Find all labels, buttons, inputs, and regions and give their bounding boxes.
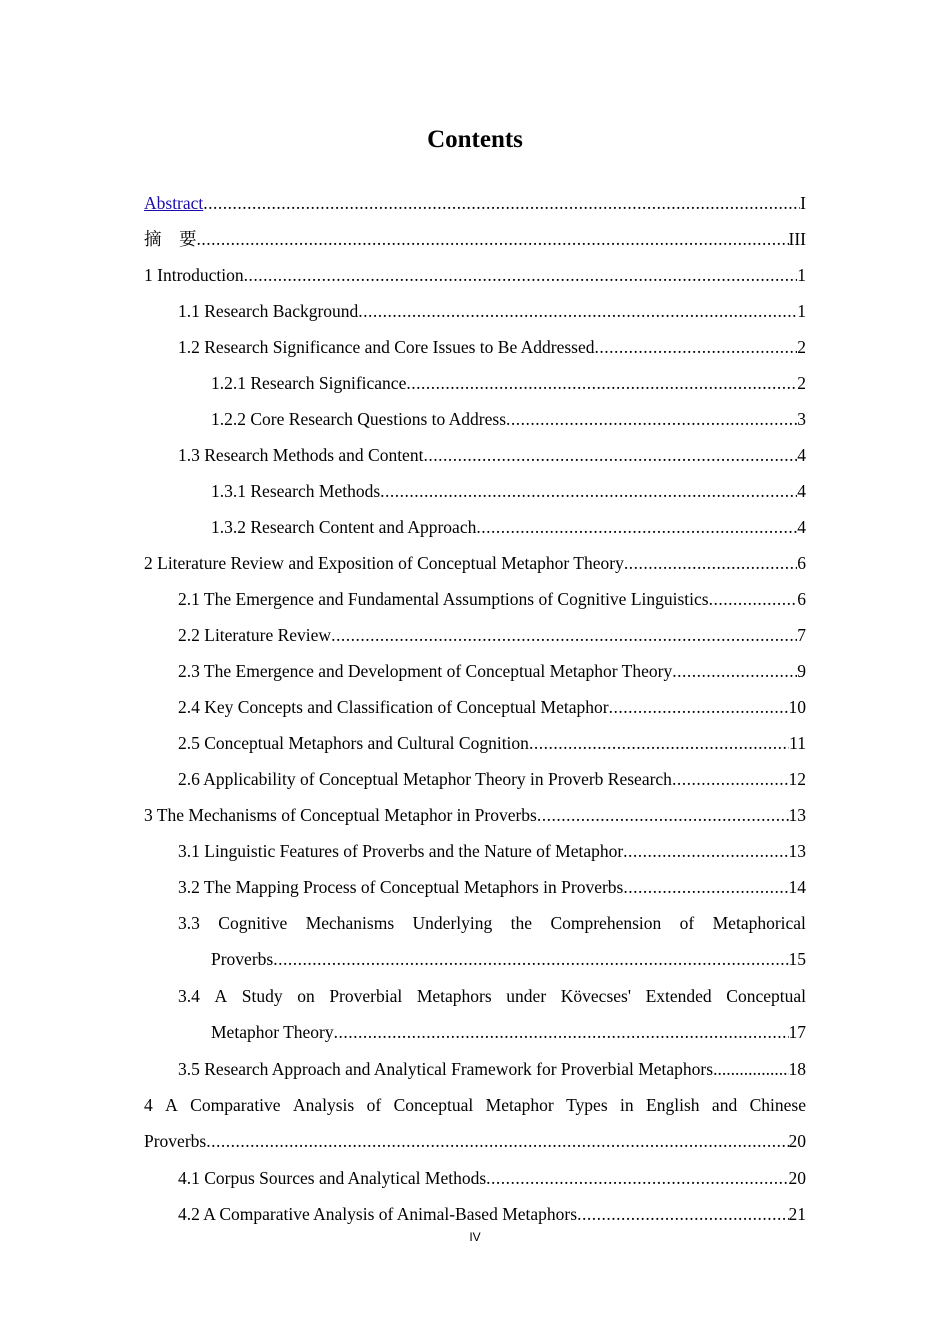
toc-page-number: 20 <box>788 1168 806 1188</box>
toc-entry-label: 4.2 A Comparative Analysis of Animal-Based Metaphors <box>178 1204 578 1224</box>
toc-leader-dots <box>273 941 788 977</box>
toc-page-number: 4 <box>797 517 806 537</box>
toc-entry-label: 1.2.1 Research Significance <box>211 373 407 393</box>
toc-entry[interactable] <box>144 1196 806 1232</box>
toc-leader-dots <box>713 1051 788 1087</box>
toc-leader-dots <box>537 797 789 833</box>
toc-entry[interactable] <box>144 401 806 437</box>
toc-entry[interactable] <box>144 437 806 473</box>
toc-entry[interactable] <box>144 869 806 905</box>
toc-entry[interactable] <box>144 185 806 221</box>
toc-entry-label: 1.3 Research Methods and Content <box>178 445 424 465</box>
toc-page-number: 10 <box>788 697 806 717</box>
toc-entry-label: 1.3.2 Research Content and Approach <box>211 517 477 537</box>
toc-entry[interactable] <box>144 545 806 581</box>
toc-page-number: 1 <box>797 265 806 285</box>
toc-entry[interactable] <box>144 905 806 978</box>
toc-page-number: 21 <box>788 1204 806 1224</box>
toc-page-number: 6 <box>797 589 806 609</box>
toc-entry[interactable] <box>144 365 806 401</box>
toc-entry-label: 1.3.1 Research Methods <box>211 481 381 501</box>
toc-entry[interactable] <box>144 1160 806 1196</box>
toc-entry-label: 2.1 The Emergence and Fundamental Assumptions of Cognitive Linguistics <box>178 589 709 609</box>
toc-page-number: 2 <box>797 337 806 357</box>
toc-leader-dots <box>624 545 797 581</box>
toc-page-number: 14 <box>788 877 806 897</box>
toc-leader-dots <box>709 581 798 617</box>
toc-entry[interactable] <box>144 689 806 725</box>
toc-entry[interactable] <box>144 293 806 329</box>
toc-page-number: 4 <box>797 445 806 465</box>
toc-page-number: III <box>788 229 806 249</box>
toc-page-number: 15 <box>788 949 806 969</box>
toc-entry-label: 3.1 Linguistic Features of Proverbs and the Nature of Metaphor <box>178 841 624 861</box>
toc-entry[interactable] <box>144 978 806 1051</box>
toc-entry[interactable] <box>144 1051 806 1087</box>
toc-leader-dots <box>672 761 789 797</box>
toc-entry-label: 2.2 Literature Review <box>178 625 332 645</box>
toc-entry-label-line2: Metaphor Theory <box>211 1022 334 1042</box>
toc-entry[interactable] <box>144 1087 806 1160</box>
toc-entry[interactable] <box>144 257 806 293</box>
toc-leader-dots <box>423 437 797 473</box>
toc-page-number: 13 <box>788 841 806 861</box>
toc-page-number: 6 <box>797 553 806 573</box>
toc-page-number: 13 <box>788 805 806 825</box>
toc-entry[interactable] <box>144 473 806 509</box>
toc-entry-label: 2.4 Key Concepts and Classification of Conceptual Metaphor <box>178 697 609 717</box>
page-number: IV <box>469 1230 481 1244</box>
toc-page-number: 9 <box>797 661 806 681</box>
toc-entry-label-line1: 4 A Comparative Analysis of Conceptual Metaphor Types in English and Chinese <box>144 1095 806 1115</box>
toc-entry[interactable] <box>144 221 806 257</box>
toc-leader-dots <box>203 185 800 221</box>
toc-leader-dots <box>380 473 797 509</box>
toc-entry-label: 2 Literature Review and Exposition of Conceptual Metaphor Theory <box>144 553 624 573</box>
toc-entry[interactable] <box>144 617 806 653</box>
toc-leader-dots <box>206 1123 788 1159</box>
toc-entry-label: 2.3 The Emergence and Development of Conceptual Metaphor Theory <box>178 661 673 681</box>
table-of-contents <box>144 185 806 1232</box>
toc-leader-dots <box>406 365 797 401</box>
toc-entry[interactable] <box>144 725 806 761</box>
toc-leader-dots <box>672 653 797 689</box>
toc-entry-link[interactable]: Abstract <box>144 193 204 213</box>
toc-entry-label-line1: 3.3 Cognitive Mechanisms Underlying the Comprehension of Metaphorical <box>178 913 806 933</box>
toc-page-number: I <box>800 193 806 213</box>
toc-leader-dots <box>595 329 798 365</box>
toc-leader-dots <box>577 1196 788 1232</box>
toc-leader-dots <box>529 725 789 761</box>
toc-leader-dots <box>197 221 789 257</box>
toc-entry-label: 3.5 Research Approach and Analytical Framework for Proverbial Metaphors <box>178 1059 714 1079</box>
toc-entry-label: 2.6 Applicability of Conceptual Metaphor Theory in Proverb Research <box>178 769 672 789</box>
toc-entry-label: 摘 要 <box>144 229 197 249</box>
toc-leader-dots <box>486 1160 788 1196</box>
toc-entry-label: 4.1 Corpus Sources and Analytical Methods <box>178 1168 487 1188</box>
toc-entry-label: 1.2 Research Significance and Core Issues to Be Addressed <box>178 337 595 357</box>
toc-entry[interactable] <box>144 761 806 797</box>
toc-entry[interactable] <box>144 509 806 545</box>
toc-entry[interactable] <box>144 797 806 833</box>
toc-leader-dots <box>623 869 788 905</box>
toc-entry[interactable] <box>144 833 806 869</box>
toc-page-number: 20 <box>788 1131 806 1151</box>
toc-entry-label: 1.2.2 Core Research Questions to Address <box>211 409 507 429</box>
toc-entry[interactable] <box>144 581 806 617</box>
toc-page-number: 11 <box>789 733 806 753</box>
toc-entry-label: 3.2 The Mapping Process of Conceptual Metaphors in Proverbs <box>178 877 624 897</box>
toc-leader-dots <box>358 293 797 329</box>
toc-entry[interactable] <box>144 329 806 365</box>
toc-page-number: 1 <box>797 301 806 321</box>
toc-leader-dots <box>609 689 789 725</box>
toc-entry-label: 1.1 Research Background <box>178 301 359 321</box>
toc-page-number: 17 <box>788 1022 806 1042</box>
toc-page-number: 18 <box>788 1059 806 1079</box>
toc-leader-dots <box>476 509 797 545</box>
toc-entry-label: 2.5 Conceptual Metaphors and Cultural Cognition <box>178 733 529 753</box>
toc-entry[interactable] <box>144 653 806 689</box>
toc-entry-label: 1 Introduction <box>144 265 244 285</box>
toc-leader-dots <box>244 257 798 293</box>
toc-page-number: 2 <box>797 373 806 393</box>
toc-leader-dots <box>623 833 788 869</box>
toc-page-number: 3 <box>797 409 806 429</box>
toc-entry-label: 3 The Mechanisms of Conceptual Metaphor in Proverbs <box>144 805 537 825</box>
toc-entry-label-line2: Proverbs <box>144 1131 207 1151</box>
toc-page-number: 12 <box>788 769 806 789</box>
page-title: Contents <box>427 126 523 153</box>
toc-leader-dots <box>331 617 797 653</box>
toc-leader-dots <box>334 1014 789 1050</box>
toc-page-number: 4 <box>797 481 806 501</box>
toc-entry-label-line1: 3.4 A Study on Proverbial Metaphors under Kövecses' Extended Conceptual <box>178 986 806 1006</box>
toc-entry-label-line2: Proverbs <box>211 949 274 969</box>
toc-leader-dots <box>506 401 797 437</box>
toc-page-number: 7 <box>797 625 806 645</box>
